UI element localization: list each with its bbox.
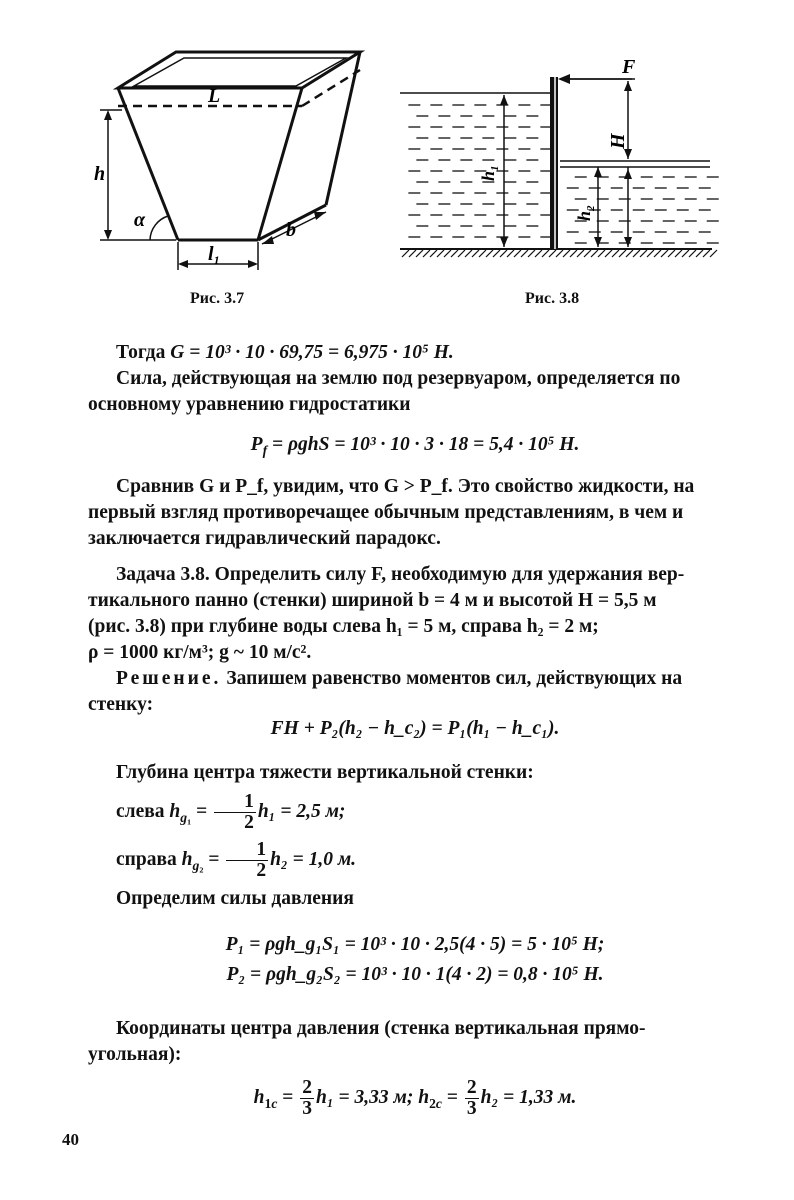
ground-hatch — [451, 250, 458, 257]
ground-hatch — [696, 250, 703, 257]
text-zadacha-2: тикального панно (стенки) шириной b = 4 м и высотой H = 5,5 м — [88, 590, 657, 611]
ground-hatch — [591, 250, 598, 257]
ground-hatch — [444, 250, 451, 257]
ground-hatch — [612, 250, 619, 257]
formula-sprava: справа $h_{g_2}$ = $\frac{1}{2}$ h₂ = 1,0 м. — [116, 839, 357, 882]
text-opredelim: Определим силы давления — [116, 888, 354, 909]
text-sila-1: Сила, действующая на землю под резервуаром, определяется по — [116, 368, 681, 389]
ground-hatch — [654, 250, 661, 257]
ground-hatch — [542, 250, 549, 257]
ground-hatch — [500, 250, 507, 257]
ground-hatch — [472, 250, 479, 257]
label-h1: $h_1$ — [478, 165, 501, 181]
ground-hatch — [430, 250, 437, 257]
text-srav-1: Сравнив G и P_f, увидим, что G > P_f. Это свойство жидкости, на — [116, 476, 695, 497]
ground-hatch — [521, 250, 528, 257]
text-reshenie-2: стенку: — [88, 694, 154, 715]
formula-moment: FH + P₂(h₂ − h_c₂) = P₁(h₁ − h_c₁). — [270, 718, 560, 739]
label-h: h — [94, 163, 106, 185]
text-zadacha-3: (рис. 3.8) при глубине воды слева h₁ = 5 м, справа h₂ = 2 м; — [88, 616, 599, 637]
ground-hatch — [507, 250, 514, 257]
ground-hatch — [661, 250, 668, 257]
ground-hatch — [633, 250, 640, 257]
label-l1: $l_1$ — [208, 243, 220, 267]
ground-hatch — [493, 250, 500, 257]
figure-3-7 — [90, 40, 370, 280]
label-L: L — [208, 85, 221, 107]
ground-hatch — [486, 250, 493, 257]
formula-p2: P₂ = ρgh_g₂S₂ = 10³ · 10 · 1(4 · 2) = 0,8 · 10⁵ Н. — [226, 964, 604, 985]
text-koord-1: Координаты центра давления (стенка вертикальная прямо- — [116, 1018, 646, 1039]
label-F: F — [622, 56, 636, 78]
formula-p1: P₁ = ρgh_g₁S₁ = 10³ · 10 · 2,5(4 · 5) = 5 · 10⁵ Н; — [225, 934, 605, 955]
text-zadacha-4: ρ = 1000 кг/м³; g ~ 10 м/с². — [88, 642, 312, 663]
caption-fig-3-8: Рис. 3.8 — [525, 290, 580, 307]
formula-sleva: слева $h_{g_1}$ = $\frac{1}{2}$ h₁ = 2,5 м; — [116, 791, 346, 834]
ground-hatch — [703, 250, 710, 257]
ground-hatch — [647, 250, 654, 257]
ground-hatch — [682, 250, 689, 257]
ground-hatch — [458, 250, 465, 257]
ground-hatch — [563, 250, 570, 257]
ground-hatch — [668, 250, 675, 257]
ground-hatch — [514, 250, 521, 257]
label-alpha: α — [134, 209, 146, 231]
ground-hatch — [549, 250, 556, 257]
text-koord-2: угольная): — [88, 1044, 182, 1065]
text-srav-3: заключается гидравлический парадокс. — [88, 528, 441, 549]
ground-hatch — [675, 250, 682, 257]
ground-hatch — [584, 250, 591, 257]
ground-hatch — [437, 250, 444, 257]
ground-hatch — [710, 250, 717, 257]
text-togda: Тогда G = 10³ · 10 · 69,75 = 6,975 · 10⁵ Н. — [116, 342, 454, 363]
ground-hatch — [619, 250, 626, 257]
text-srav-2: первый взгляд противоречащее обычным представлениям, в чем и — [88, 502, 684, 523]
label-H: H — [607, 133, 629, 149]
formula-pf: $P_f = \rho ghS = 10^3 \cdot 10 \cdot 3 \cdot 18 = 5,4 \cdot 10^5$ Н. — [250, 434, 580, 458]
formula-hc: $h_{1c}$ = $\frac{2}{3}$ h₁ = 3,33 м; $h_{2c}$ = $\frac{2}{3}$ h₂ = 1,33 м. — [253, 1077, 577, 1120]
text-zadacha-1: Задача 3.8. Определить силу F, необходимую для удержания вер- — [116, 564, 685, 585]
ground-hatch — [640, 250, 647, 257]
ground-hatch — [416, 250, 423, 257]
ground-hatch — [535, 250, 542, 257]
label-h2: $h_2$ — [574, 205, 597, 221]
ground-hatch — [577, 250, 584, 257]
ground-hatch — [423, 250, 430, 257]
ground-hatch — [598, 250, 605, 257]
caption-fig-3-7: Рис. 3.7 — [190, 290, 245, 307]
ground-hatch — [556, 250, 563, 257]
text-sila-2: основному уравнению гидростатики — [88, 394, 411, 415]
ground-hatch — [465, 250, 472, 257]
ground-hatch — [409, 250, 416, 257]
ground-hatch — [528, 250, 535, 257]
ground-hatch — [479, 250, 486, 257]
ground-hatch — [689, 250, 696, 257]
label-b: b — [286, 219, 296, 241]
text-reshenie-1: Решение. Запишем равенство моментов сил, действующих на — [116, 668, 683, 689]
page-number: 40 — [62, 1130, 79, 1149]
figure-3-8 — [400, 55, 720, 275]
ground-hatch — [570, 250, 577, 257]
ground-hatch — [605, 250, 612, 257]
text-glubina: Глубина центра тяжести вертикальной стенки: — [116, 762, 534, 783]
ground-hatch — [402, 250, 409, 257]
ground-hatch — [626, 250, 633, 257]
